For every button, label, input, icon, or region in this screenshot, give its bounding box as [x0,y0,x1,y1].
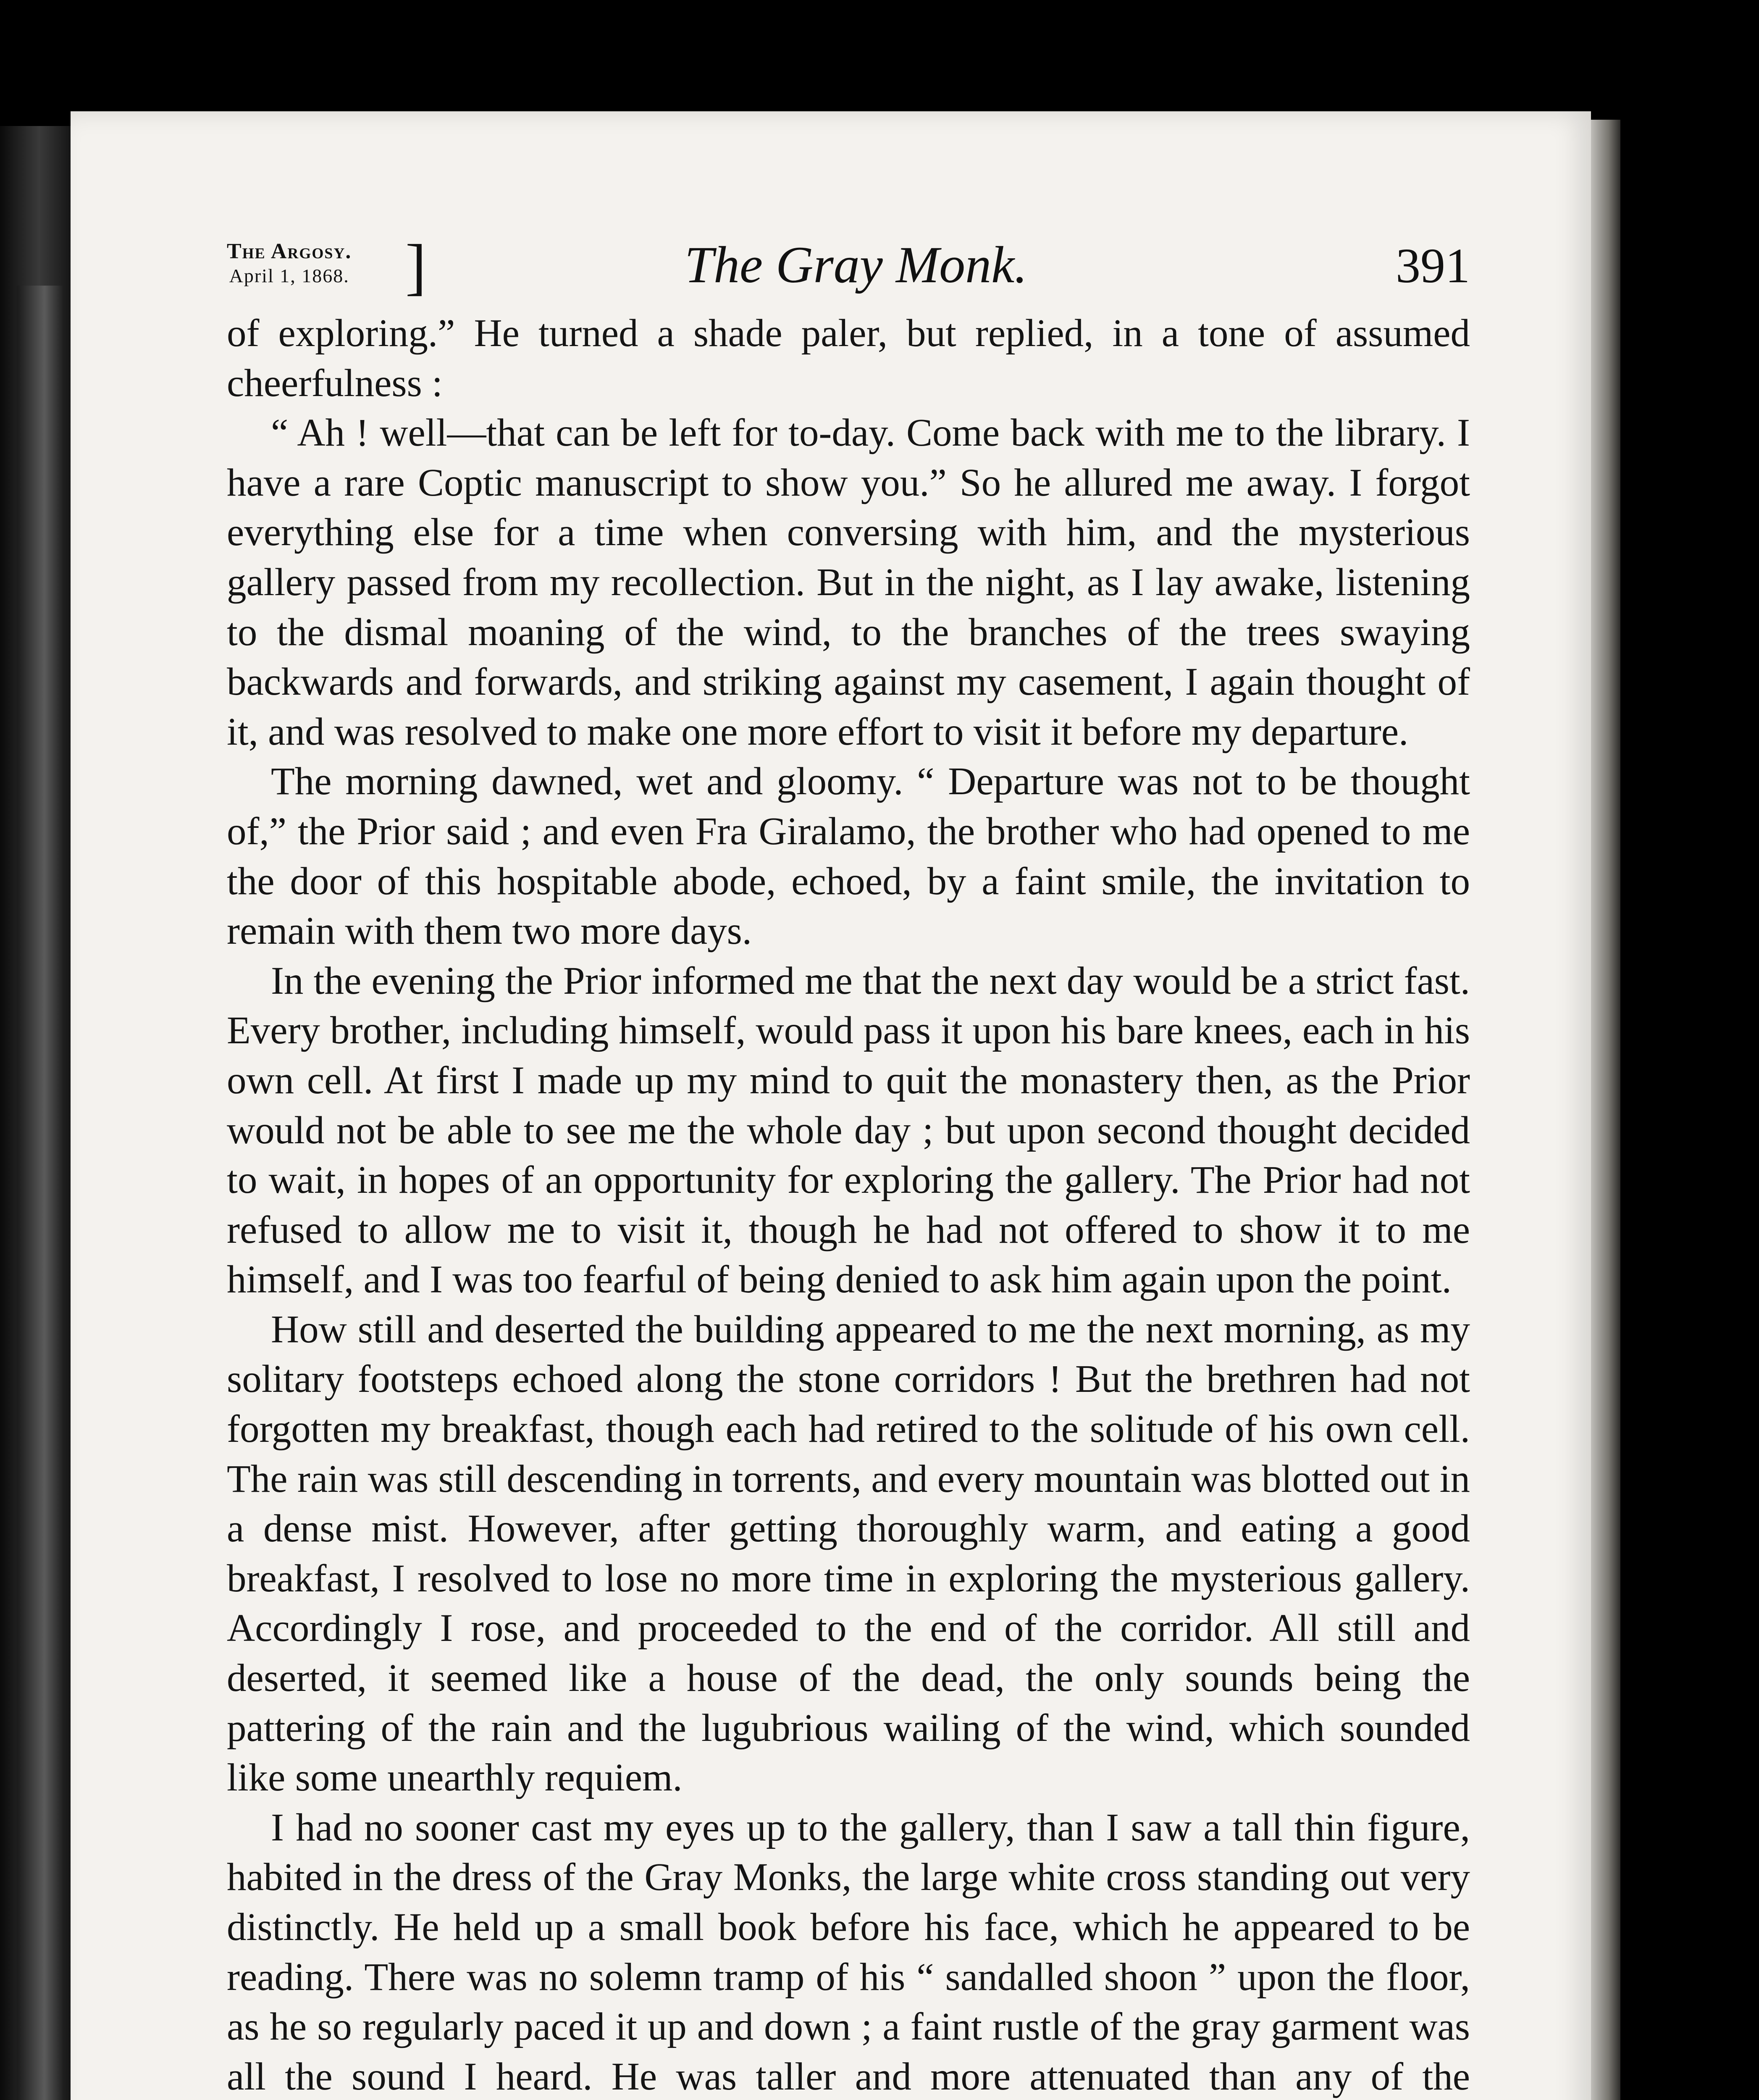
page-title: The Gray Monk. [685,236,1028,294]
left-page-edge [0,126,71,2100]
paragraph: The morning dawned, wet and gloomy. “ Departure was not to be thought of,” the Prior said ; and even Fra Giralamo, the brother who had opened to me the door of this hospitable abode, echoed, by a faint smile, the invitation to remain with them two more days. [227,760,1470,953]
paragraph: I had no sooner cast my eyes up to the gallery, than I saw a tall thin figure, habited in the dress of the Gray Monks, the large white cross standing out very distinctly. He held up a small book before his face, which he appeared to be reading. There was no solemn tramp of his “ sandalled shoon ” upon the floor, as he so regularly paced it up and down ; a faint rustle of the gray garment was all the sound I heard. He was taller and more attenuated than any of the [227,1806,1470,2098]
paragraph: In the evening the Prior informed me that the next day would be a strict fast. Every brother, including himself, would pass it upon his bare knees, each in his own cell. At first I made up my mind to quit the monastery then, as the Prior would not be able to see me the whole day ; but upon second thought decided to wait, in hopes of an opportunity for exploring the gallery. The Prior had not refused to allow me to visit it, though he had not offered to show it to me himself, and I was too fearful of being denied to ask him again upon the point. [227,959,1470,1302]
running-head [227,232,1470,319]
journal-citation [227,239,352,288]
journal-date: April 1, 1868. [229,265,349,286]
body-text [227,309,1470,2100]
paragraph: “ Ah ! well—that can be left for to-day. Come back with me to the library. I have a rare Coptic manuscript to show you.” So he allured me away. I forgot everything else for a time when conversing with him, and the mysterious gallery passed from my recollection. But in the night, as I lay awake, listening to the dismal moaning of the wind, to the branches of the trees swaying backwards and forwards, and striking against my casement, I again thought of it, and was resolved to make one more effort to visit it before my departure. [227,411,1470,753]
journal-name: The Argosy. [227,239,352,263]
right-page-edge [1591,120,1620,2100]
page-number: 391 [1396,238,1470,293]
citation-bracket: ] [405,232,426,302]
paragraph: How still and deserted the building appeared to me the next morning, as my solitary footsteps echoed along the stone corridors ! But the brethren had not forgotten my breakfast, though each had retired to the solitude of his own cell. The rain was still descending in torrents, and every mountain was blotted out in a dense mist. However, after getting thoroughly warm, and eating a good breakfast, I resolved to lose no more time in exploring the mysterious gallery. Accordingly I rose, and proceeded to the end of the corridor. All still and deserted, it seemed like a house of the dead, the only sounds being the pattering of the rain and the lugubrious wailing of the wind, which sounded like some unearthly requiem. [227,1307,1470,1800]
paragraph: of exploring.” He turned a shade paler, but replied, in a tone of assumed cheerfulness : [227,312,1470,405]
left-page-edge-inner [17,286,63,2100]
